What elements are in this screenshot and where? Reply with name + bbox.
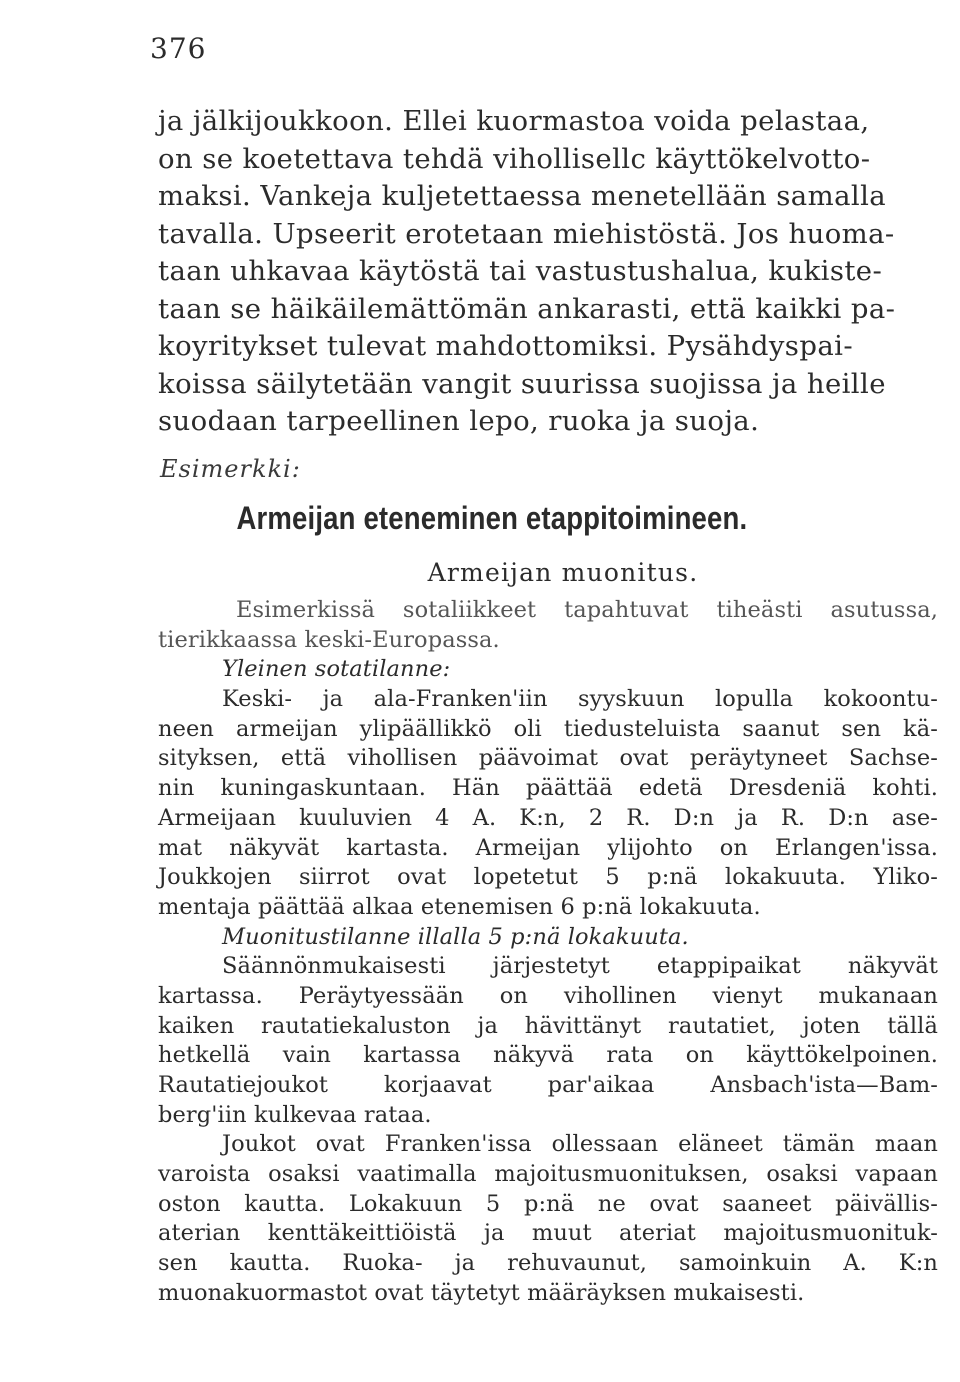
text-line: kaiken rautatiekaluston ja hävittänyt rautatiet, joten tällä [158, 1012, 938, 1039]
text-line: neen armeijan ylipäällikkö oli tiedusteluista saanut sen kä- [158, 715, 938, 742]
text-line: oston kautta. Lokakuun 5 p:nä ne ovat saaneet päivällis- [158, 1190, 938, 1217]
text-line: on se koetettava tehdä vihollisellc käyttökelvotto- [158, 142, 871, 175]
text-line: tavalla. Upseerit erotetaan miehistöstä. Jos huoma- [158, 217, 895, 250]
example-label: Esimerkki: [160, 455, 301, 483]
text-line: Säännönmukaisesti järjestetyt etappipaikat näkyvät [222, 953, 938, 980]
text-line: koissa säilytetään vangit suurissa suojissa ja heille [158, 367, 886, 400]
text-line: tierikkaassa keski-Europassa. [158, 626, 500, 653]
text-line: ja jälkijoukkoon. Ellei kuormastoa voida pelastaa, [158, 105, 870, 137]
text-line: hetkellä vain kartassa näkyvä rata on käyttökelpoinen. [158, 1042, 938, 1069]
text-line: varoista osaksi vaatimalla majoitusmuonituksen, osaksi vapaan [158, 1161, 938, 1188]
text-line: taan uhkavaa käytöstä tai vastustushalua, kukiste- [158, 255, 883, 287]
text-line: kartassa. Peräytyessään on vihollinen vienyt mukanaan [158, 982, 938, 1009]
text-line: mentaja päättää alkaa etenemisen 6 p:nä lokakuuta. [158, 893, 761, 920]
intro-paragraph [158, 103, 938, 441]
page-number: 376 [150, 32, 207, 65]
text-line: Joukkojen siirrot ovat lopetetut 5 p:nä lokakuuta. Yliko- [158, 864, 938, 891]
example-body [158, 596, 938, 1309]
general-situation-label: Yleinen sotatilanne: [222, 656, 451, 683]
text-line: suodaan tarpeellinen lepo, ruoka ja suoja. [158, 405, 760, 437]
text-line: Keski- ja ala-Franken'iin syyskuun lopulla kokoontu- [222, 686, 938, 713]
text-line: Armeijaan kuuluvien 4 A. K:n, 2 R. D:n ja R. D:n ase- [158, 804, 938, 831]
text-line: maksi. Vankeja kuljetettaessa menetellään samalla [158, 180, 887, 212]
text-line: sen kautta. Ruoka- ja rehuvaunut, samoinkuin A. K:n [158, 1250, 938, 1277]
text-line: Joukot ovat Franken'issa ollessaan eläneet tämän maan [222, 1131, 938, 1158]
text-line: mat näkyvät kartasta. Armeijan ylijohto on Erlangen'issa. [158, 834, 938, 861]
text-line: taan se häikäilemättömän ankarasti, että kaikki pa- [158, 292, 896, 325]
text-line: Esimerkissä sotaliikkeet tapahtuvat tiheästi asutussa, [236, 597, 938, 623]
text-line: Rautatiejoukot korjaavat par'aikaa Ansbach'ista—Bam- [158, 1072, 938, 1098]
text-line: aterian kenttäkeittiöistä ja muut ateriat majoitusmuonituk- [158, 1220, 938, 1247]
subsection-heading [0, 558, 960, 587]
text-line: muonakuormastot ovat täytetyt määräyksen mukaisesti. [158, 1279, 805, 1306]
section-heading: Armeijan eteneminen etappitoimineen. [236, 500, 748, 536]
text-line: berg'iin kulkevaa rataa. [158, 1101, 432, 1128]
text-line: nin kuningaskuntaan. Hän päättää edetä Dresdeniä kohti. [158, 775, 938, 802]
text-line: sityksen, että vihollisen päävoimat ovat peräytyneet Sachse- [158, 745, 938, 772]
subsection-heading-text: Armeijan muonitus. [427, 558, 699, 587]
text-line: koyritykset tulevat mahdottomiksi. Pysähdyspai- [158, 330, 854, 362]
supply-situation-label: Muonitustilanne illalla 5 p:nä lokakuuta. [222, 923, 689, 950]
